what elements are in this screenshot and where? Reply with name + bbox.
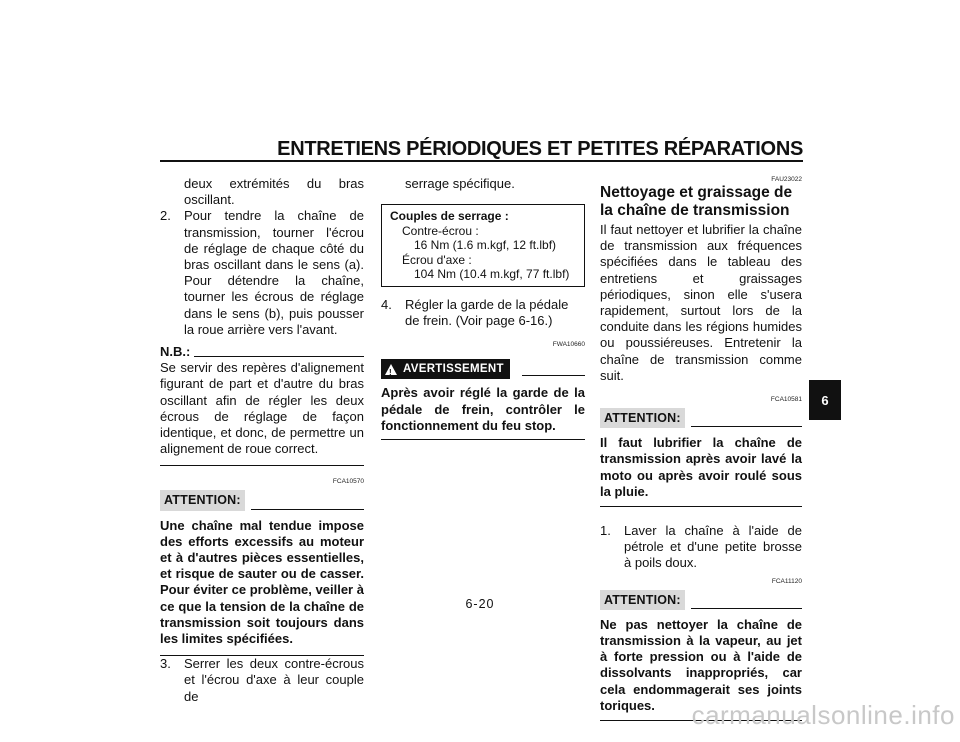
note-end-rule bbox=[160, 465, 364, 466]
watermark: carmanualsonline.info bbox=[691, 700, 955, 730]
note-label: N.B.: bbox=[160, 344, 191, 360]
warning-ref-code: FWA10660 bbox=[552, 341, 585, 349]
step-4 bbox=[381, 297, 585, 329]
clean-step-1 bbox=[600, 523, 802, 572]
section-ref-code: FAU23022 bbox=[771, 176, 802, 183]
step-3 bbox=[160, 656, 364, 705]
torque-title: Couples de serrage : bbox=[390, 209, 509, 224]
step-3-number: 3. bbox=[160, 656, 171, 672]
chapter-tab: 6 bbox=[809, 380, 841, 420]
column-2 bbox=[381, 176, 585, 440]
note-text: Se servir des repères d'alignement figurant de part et d'autre du bras oscillant afin de régler les deux écrous de réglage de façon identique, et donc, de permettre un alignement de roue correct. bbox=[160, 360, 364, 457]
warning-rule bbox=[522, 375, 585, 376]
attention-heading bbox=[160, 490, 364, 510]
warning-heading bbox=[381, 359, 585, 379]
step-2-text: Pour tendre la chaîne de transmission, tourner l'écrou de réglage de chaque côté du bras oscillant dans le sens (a). Pour détendre la chaîne, tourner les écrous de réglage dans le sens (b), puis pousser la roue arrière vers l'avant. bbox=[184, 208, 364, 337]
torque-value-axlenut: 104 Nm (10.4 m.kgf, 77 ft.lbf) bbox=[414, 267, 570, 282]
section-title: Nettoyage et graissage de la chaîne de transmission bbox=[600, 184, 793, 219]
attention2-ref-code: FCA11120 bbox=[771, 577, 802, 585]
ref-code: FCA10570 bbox=[332, 478, 364, 486]
title-rule bbox=[160, 160, 803, 162]
step-3-text: Serrer les deux contre-écrous et l'écrou d'axe à leur couple de bbox=[184, 656, 364, 704]
attention2-heading bbox=[600, 590, 802, 610]
step-2-number: 2. bbox=[160, 208, 171, 224]
warning-badge bbox=[381, 359, 510, 379]
torque-item-axlenut: Écrou d'axe : bbox=[402, 252, 472, 267]
attention1-rule bbox=[691, 426, 802, 427]
step-1-continuation: deux extrémités du bras oscillant. bbox=[184, 176, 364, 208]
torque-item-locknut: Contre-écrou : bbox=[402, 223, 479, 238]
attention2-rule bbox=[691, 608, 802, 609]
attention2-label: ATTENTION: bbox=[600, 590, 685, 610]
warning-triangle-icon: ! bbox=[385, 364, 397, 375]
warning-text: Après avoir réglé la garde de la pédale de frein, contrôler le fonctionnement du feu stop. bbox=[381, 385, 585, 433]
torque-spec-box bbox=[381, 204, 585, 287]
column-3 bbox=[600, 176, 802, 721]
warning-label: AVERTISSEMENT bbox=[403, 363, 504, 376]
attention-text: Une chaîne mal tendue impose des efforts excessifs au moteur et à d'autres pièces essentielles, et risque de sauter ou de casser. Pour éviter ce problème, veiller à ce que la tension de la chaîne de transmission soit toujours dans les limites spécifiées. bbox=[160, 517, 364, 647]
note-rule bbox=[194, 356, 364, 357]
page-title: ENTRETIENS PÉRIODIQUES ET PETITES RÉPARATIONS bbox=[277, 138, 803, 160]
attention1-text: Il faut lubrifier la chaîne de transmission après avoir lavé la moto ou après avoir roulé sous la pluie. bbox=[600, 435, 802, 499]
torque-value-locknut: 16 Nm (1.6 m.kgf, 12 ft.lbf) bbox=[414, 238, 557, 253]
attention1-label: ATTENTION: bbox=[600, 408, 685, 428]
attention2-text: Ne pas nettoyer la chaîne de transmission à la vapeur, au jet à forte pression ou à l'aide de dissolvants inappropriés, car cela endommagerait ses joints toriques. bbox=[600, 616, 802, 713]
warning-end-rule bbox=[381, 439, 585, 440]
step-4-text: Régler la garde de la pédale de frein. (Voir page 6-16.) bbox=[405, 296, 569, 328]
step-3-continuation: serrage spécifique. bbox=[405, 176, 515, 191]
clean-step-1-text: Laver la chaîne à l'aide de pétrole et d'une petite brosse à poils doux. bbox=[624, 523, 802, 571]
step-2 bbox=[160, 208, 364, 338]
note-heading bbox=[160, 344, 364, 360]
attention-rule bbox=[251, 509, 364, 510]
clean-step-1-number: 1. bbox=[600, 523, 611, 539]
attention1-ref-code: FCA10581 bbox=[770, 396, 802, 404]
column-1 bbox=[160, 176, 364, 705]
section-intro: Il faut nettoyer et lubrifier la chaîne de transmission aux fréquences spécifiées dans le tableau des entretiens et graissages périodiques, sinon elle s'usera rapidement, surtout lors de la conduite dans les régions humides ou poussiéreuses. Entretenir la chaîne de transmission comme suit. bbox=[600, 222, 802, 383]
attention1-heading bbox=[600, 408, 802, 428]
attention1-end-rule bbox=[600, 506, 802, 507]
attention-label: ATTENTION: bbox=[160, 490, 245, 510]
step-4-number: 4. bbox=[381, 296, 392, 312]
page-number: 6-20 bbox=[465, 597, 495, 611]
